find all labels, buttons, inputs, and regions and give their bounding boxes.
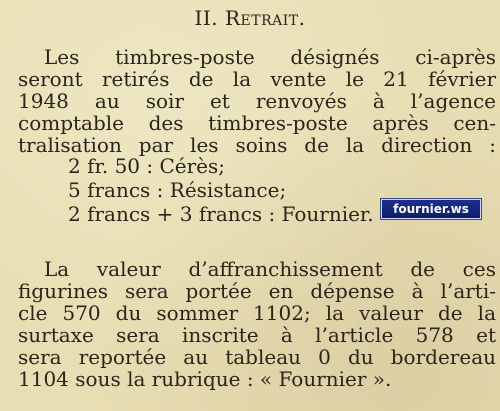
paragraph-line: figurines sera portée en dépense à l’arti- (18, 279, 496, 303)
section-heading: II. Retrait. (194, 6, 306, 30)
paragraph-line: cle 570 du sommer 1102; la valeur de la (18, 301, 496, 325)
paragraph-line: surtaxe sera inscrite à l’article 578 et (18, 323, 496, 347)
stamp-list-item: 2 francs + 3 francs : Fournier. (68, 202, 374, 226)
paragraph-line: sera reportée au tableau 0 du bordereau (18, 345, 496, 369)
paragraph-line: La valeur d’affranchissement de ces (44, 257, 496, 281)
paragraph-line: tralisation par les soins de la direction : (18, 133, 496, 157)
paragraph-line: comptable des timbres-poste après cen- (18, 111, 496, 135)
watermark-label: fournier.ws (381, 199, 481, 219)
paragraph-line: seront retirés de la vente le 21 février (18, 67, 496, 91)
paragraph-line: Les timbres-poste désignés ci-après (44, 45, 496, 69)
paragraph-withdrawal (18, 46, 496, 156)
stamp-list-item: 5 francs : Résistance; (68, 178, 287, 202)
paragraph-postage-value (18, 258, 496, 390)
paragraph-line: 1104 sous la rubrique : « Fournier ». (18, 368, 392, 390)
paragraph-line: 1948 au soir et renvoyés à l’agence (18, 89, 496, 113)
stamp-list (68, 154, 374, 226)
stamp-list-item: 2 fr. 50 : Cérès; (68, 154, 226, 178)
